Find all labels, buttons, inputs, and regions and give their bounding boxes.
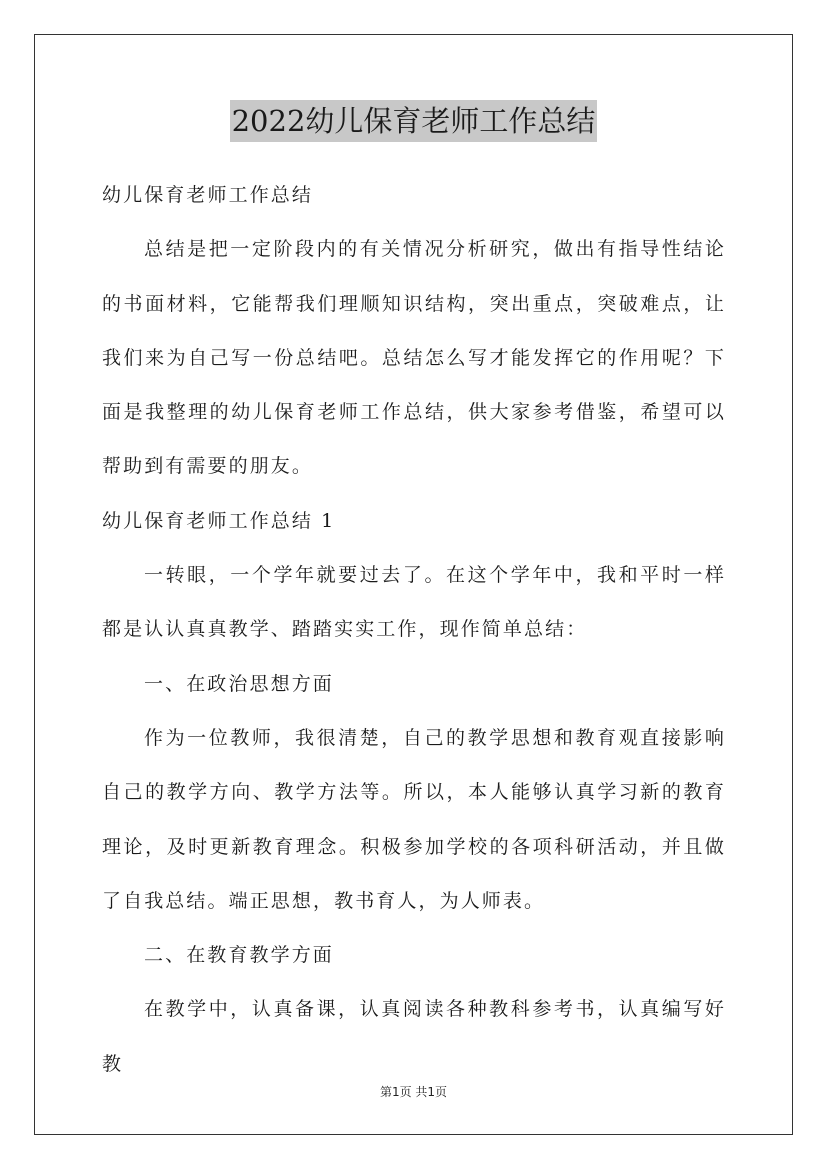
document-body — [102, 168, 726, 1091]
title-container — [0, 100, 827, 142]
paragraph-section-heading: 幼儿保育老师工作总结 1 — [102, 509, 336, 532]
document-title: 2022幼儿保育老师工作总结 — [230, 100, 598, 142]
paragraph-teaching: 在教学中，认真备课，认真阅读各种教科参考书，认真编写好教 — [102, 998, 726, 1075]
paragraph-opening: 一转眼，一个学年就要过去了。在这个学年中，我和平时一样都是认认真真教学、踏踏实实工作，现作简单总结： — [102, 564, 726, 641]
paragraph-intro: 总结是把一定阶段内的有关情况分析研究，做出有指导性结论的书面材料，它能帮我们理顺知识结构，突出重点，突破难点，让我们来为自己写一份总结吧。总结怎么写才能发挥它的作用呢？下面是我整理的幼儿保育老师工作总结，供大家参考借鉴，希望可以帮助到有需要的朋友。 — [102, 238, 726, 478]
page-footer: 第1页 共1页 — [379, 1085, 448, 1099]
paragraph-politics: 作为一位教师，我很清楚，自己的教学思想和教育观直接影响自己的教学方向、教学方法等。所以，本人能够认真学习新的教育理论，及时更新教育理念。积极参加学校的各项科研活动，并且做了自我总结。端正思想，教书育人，为人师表。 — [102, 726, 726, 912]
paragraph-subheading-politics: 一、在政治思想方面 — [144, 672, 334, 695]
paragraph-subheading-teaching: 二、在教育教学方面 — [144, 944, 334, 967]
paragraph-heading: 幼儿保育老师工作总结 — [102, 184, 314, 206]
